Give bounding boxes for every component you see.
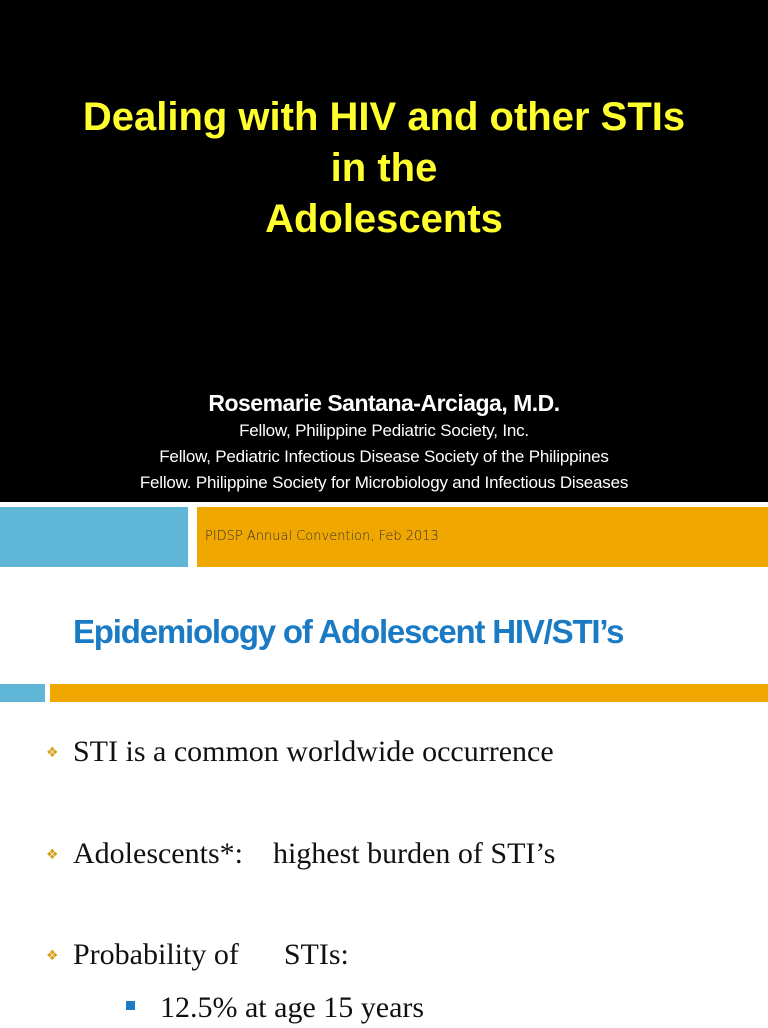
- bullet-text: STI is a common worldwide occurrence: [73, 735, 554, 768]
- affiliation: Fellow, Philippine Pediatric Society, Inc.: [239, 421, 529, 440]
- bullet-item: [46, 731, 593, 772]
- bullet-text: Adolescents*: highest burden of STI’s: [73, 837, 556, 870]
- presenter-name: Rosemarie Santana-Arciaga, M.D.: [208, 390, 560, 416]
- square-bullet-icon: [126, 1001, 135, 1010]
- affiliation: Fellow. Philippine Society for Microbiology and Infectious Diseases: [139, 473, 629, 492]
- bullet-item: [46, 833, 593, 874]
- title-line: Dealing with HIV and other STIs: [82, 95, 686, 139]
- title-line: in the: [330, 146, 438, 190]
- affiliation: Fellow, Pediatric Infectious Disease Society of the Philippines: [159, 447, 609, 466]
- slide-title: [0, 92, 768, 245]
- title-line: Adolescents: [265, 197, 503, 241]
- bullet-item: [46, 934, 593, 975]
- heading-rule-gold: [50, 684, 768, 702]
- diamond-bullet-icon: ❖: [46, 745, 59, 761]
- footer-accent-blue: [0, 507, 188, 567]
- diamond-bullet-icon: ❖: [46, 847, 59, 863]
- sub-bullet-item: [160, 987, 424, 1028]
- heading-rule-blue: [0, 684, 45, 702]
- bullet-text: Probability of STIs:: [73, 938, 349, 971]
- footer-text: PIDSP Annual Convention, Feb 2013: [205, 529, 439, 544]
- title-panel: [0, 0, 768, 502]
- sub-bullet-text: 12.5% at age 15 years: [160, 991, 425, 1024]
- content-slide: [0, 571, 768, 1024]
- slide-heading: Epidemiology of Adolescent HIV/STI’s: [73, 613, 624, 650]
- presenter-block: [0, 388, 768, 496]
- diamond-bullet-icon: ❖: [46, 948, 59, 964]
